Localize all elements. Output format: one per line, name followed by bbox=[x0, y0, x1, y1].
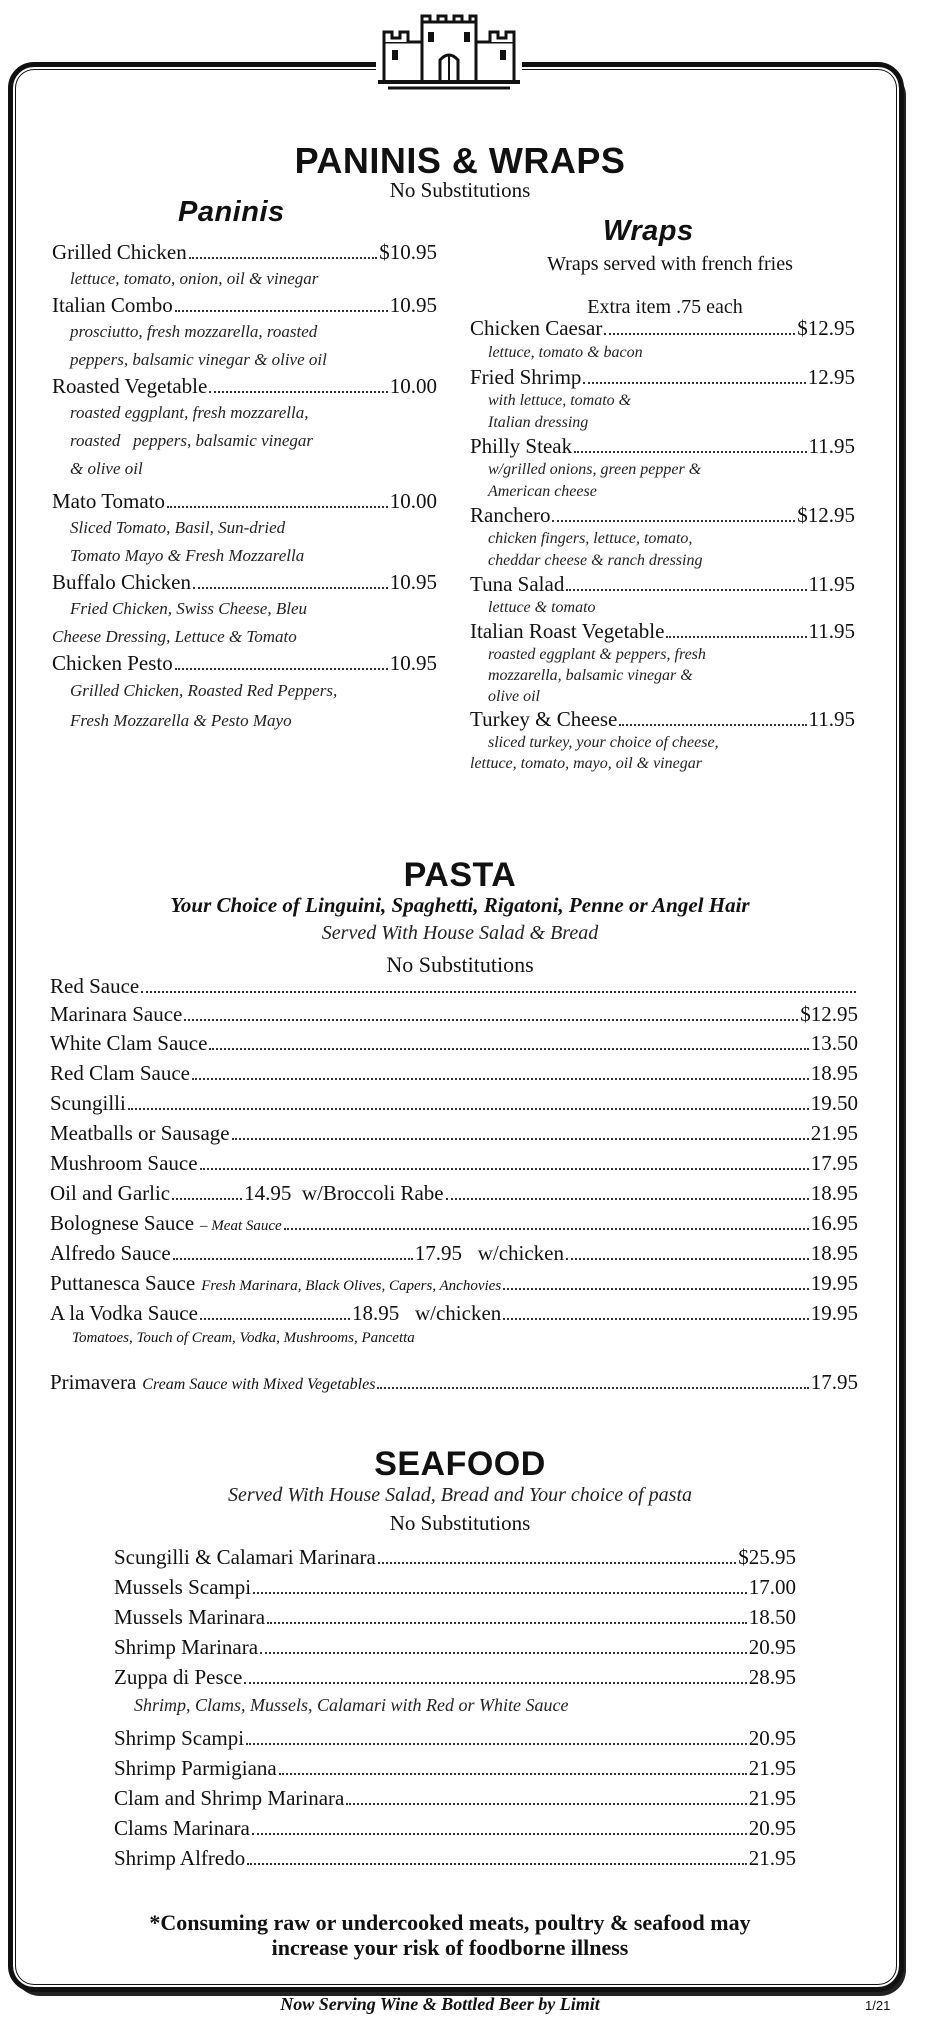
seafood-price: 20.95 bbox=[748, 1635, 796, 1659]
wrap-name: Fried Shrimp bbox=[470, 365, 582, 389]
pasta-name: White Clam Sauce bbox=[50, 1031, 208, 1055]
wrap-name: Italian Roast Vegetable bbox=[470, 619, 665, 643]
leader-dots bbox=[209, 1048, 808, 1050]
pasta-item bbox=[50, 1061, 858, 1086]
leader-dots bbox=[566, 1258, 809, 1260]
seafood-item bbox=[114, 1635, 796, 1660]
seafood-name: Clam and Shrimp Marinara bbox=[114, 1786, 345, 1810]
pasta-mid: 18.95 w/chicken bbox=[351, 1301, 502, 1325]
pasta-item bbox=[50, 1031, 858, 1056]
leader-dots bbox=[377, 1387, 808, 1389]
leader-dots bbox=[666, 636, 806, 638]
leader-dots bbox=[260, 1652, 747, 1654]
wrap-price: 11.95 bbox=[808, 434, 855, 458]
leader-dots bbox=[252, 1833, 747, 1835]
seafood-name: Zuppa di Pesce bbox=[114, 1665, 243, 1689]
panini-item bbox=[52, 374, 437, 483]
pasta-price: 16.95 bbox=[810, 1211, 858, 1235]
panini-desc: peppers, balsamic vinegar & olive oil bbox=[70, 350, 327, 369]
panini-name: Italian Combo bbox=[52, 293, 173, 317]
pasta-item bbox=[50, 1181, 858, 1206]
pasta-item bbox=[50, 1301, 858, 1326]
paninis-list bbox=[52, 240, 437, 736]
wrap-desc: Italian dressing bbox=[488, 414, 589, 431]
allergy-warning bbox=[30, 1910, 870, 1960]
seafood-name: Shrimp Scampi bbox=[114, 1726, 245, 1750]
leader-dots bbox=[346, 1803, 746, 1805]
wrap-item bbox=[470, 503, 855, 572]
wrap-price: $12.95 bbox=[797, 316, 855, 340]
pasta-price: $12.95 bbox=[800, 1002, 858, 1026]
panini-item bbox=[52, 293, 437, 374]
pasta-price: 21.95 bbox=[810, 1121, 858, 1145]
seafood-name: Shrimp Marinara bbox=[114, 1635, 259, 1659]
seafood-item bbox=[114, 1665, 796, 1690]
wrap-desc: mozzarella, balsamic vinegar & bbox=[488, 667, 693, 684]
warning-line: *Consuming raw or undercooked meats, poultry & seafood may bbox=[149, 1910, 751, 1935]
wrap-desc: chicken fingers, lettuce, tomato, bbox=[488, 530, 693, 547]
panini-name: Buffalo Chicken bbox=[52, 570, 192, 594]
leader-dots bbox=[566, 589, 806, 591]
pasta-item bbox=[50, 1211, 858, 1236]
leader-dots bbox=[173, 1258, 413, 1260]
seafood-price: 21.95 bbox=[748, 1786, 796, 1810]
pasta-price: 19.50 bbox=[810, 1091, 858, 1115]
leader-dots bbox=[184, 1019, 798, 1021]
pasta-item bbox=[50, 1121, 858, 1146]
pasta-price: 18.95 bbox=[810, 1241, 858, 1265]
leader-dots bbox=[192, 1078, 809, 1080]
seafood-item bbox=[114, 1756, 796, 1781]
panini-item bbox=[52, 240, 437, 293]
wrap-desc: w/grilled onions, green pepper & bbox=[488, 461, 702, 478]
wrap-desc: lettuce, tomato & bacon bbox=[488, 344, 643, 361]
wrap-desc: with lettuce, tomato & bbox=[488, 392, 632, 409]
pasta-note-inline: Cream Sauce with Mixed Vegetables bbox=[142, 1376, 376, 1393]
panini-desc: Cheese Dressing, Lettuce & Tomato bbox=[52, 627, 297, 646]
seafood-served: Served With House Salad, Bread and Your choice of pasta bbox=[227, 1484, 693, 1506]
leader-dots bbox=[604, 333, 795, 335]
seafood-name: Clams Marinara bbox=[114, 1816, 250, 1840]
pasta-name: Primavera bbox=[50, 1370, 137, 1394]
seafood-item bbox=[114, 1846, 796, 1871]
wraps-list bbox=[470, 316, 855, 774]
leader-dots bbox=[167, 506, 388, 508]
panini-price: 10.95 bbox=[389, 651, 437, 675]
wrap-name: Ranchero bbox=[470, 503, 551, 527]
panini-desc: roasted peppers, balsamic vinegar bbox=[70, 431, 314, 450]
leader-dots bbox=[446, 1198, 809, 1200]
panini-item bbox=[52, 489, 437, 570]
pasta-price: 19.95 bbox=[810, 1271, 858, 1295]
seafood-price: 20.95 bbox=[748, 1816, 796, 1840]
seafood-price: 28.95 bbox=[748, 1665, 796, 1689]
pasta-item bbox=[50, 974, 858, 999]
seafood-price: 20.95 bbox=[748, 1726, 796, 1750]
seafood-item bbox=[114, 1575, 796, 1600]
panini-desc: Sliced Tomato, Basil, Sun-dried bbox=[70, 518, 286, 537]
leader-dots bbox=[232, 1138, 809, 1140]
pasta-note-inline: – Meat Sauce bbox=[200, 1218, 282, 1234]
seafood-name: Shrimp Parmigiana bbox=[114, 1756, 277, 1780]
wrap-item bbox=[470, 316, 855, 365]
leader-dots bbox=[378, 1562, 736, 1564]
leader-dots bbox=[284, 1228, 809, 1230]
seafood-item bbox=[114, 1726, 796, 1751]
pasta-price: 17.95 bbox=[810, 1151, 858, 1175]
wrap-name: Tuna Salad bbox=[470, 572, 565, 596]
leader-dots bbox=[552, 520, 795, 522]
paninis-wraps-title: PANINIS & WRAPS bbox=[294, 140, 626, 181]
pasta-item bbox=[50, 1241, 858, 1266]
pasta-name: Meatballs or Sausage bbox=[50, 1121, 230, 1145]
seafood-item bbox=[114, 1786, 796, 1811]
pasta-item bbox=[50, 1002, 858, 1027]
wrap-item bbox=[470, 707, 855, 774]
zuppa-desc: Shrimp, Clams, Mussels, Calamari with Red or White Sauce bbox=[134, 1695, 569, 1715]
panini-price: 10.00 bbox=[389, 374, 437, 398]
wrap-price: 11.95 bbox=[808, 619, 855, 643]
panini-price: 10.95 bbox=[389, 293, 437, 317]
pasta-price: 19.95 bbox=[810, 1301, 858, 1325]
panini-name: Grilled Chicken bbox=[52, 240, 187, 264]
wrap-price: 12.95 bbox=[807, 365, 855, 389]
pasta-name: Scungilli bbox=[50, 1091, 126, 1115]
pasta-subtitle: Your Choice of Linguini, Spaghetti, Rigatoni, Penne or Angel Hair bbox=[170, 893, 750, 917]
pasta-item bbox=[50, 1271, 858, 1296]
pasta-note-inline: Fresh Marinara, Black Olives, Capers, Anchovies bbox=[201, 1278, 502, 1294]
leader-dots bbox=[247, 1863, 747, 1865]
leader-dots bbox=[244, 1682, 746, 1684]
leader-dots bbox=[619, 724, 806, 726]
leader-dots bbox=[503, 1318, 808, 1320]
panini-desc: Grilled Chicken, Roasted Red Peppers, bbox=[70, 681, 338, 700]
seafood-item bbox=[114, 1605, 796, 1630]
wrap-desc: roasted eggplant & peppers, fresh bbox=[488, 646, 706, 663]
leader-dots bbox=[246, 1743, 747, 1745]
leader-dots bbox=[175, 668, 388, 670]
wraps-heading: Wraps bbox=[603, 215, 694, 247]
wrap-price: 11.95 bbox=[808, 572, 855, 596]
wrap-name: Turkey & Cheese bbox=[470, 707, 618, 731]
pasta-name: Alfredo Sauce bbox=[50, 1241, 171, 1265]
leader-dots bbox=[209, 391, 387, 393]
vodka-desc: Tomatoes, Touch of Cream, Vodka, Mushrooms, Pancetta bbox=[72, 1330, 415, 1346]
wrap-desc: American cheese bbox=[488, 483, 597, 500]
seafood-name: Shrimp Alfredo bbox=[114, 1846, 246, 1870]
leader-dots bbox=[172, 1198, 242, 1200]
pasta-served: Served With House Salad & Bread bbox=[321, 922, 599, 944]
pasta-name: Mushroom Sauce bbox=[50, 1151, 198, 1175]
pasta-name: Puttanesca Sauce bbox=[50, 1271, 196, 1295]
wrap-desc: lettuce, tomato, mayo, oil & vinegar bbox=[470, 755, 702, 772]
panini-price: 10.00 bbox=[389, 489, 437, 513]
pasta-name: Oil and Garlic bbox=[50, 1181, 171, 1205]
seafood-item bbox=[114, 1816, 796, 1841]
pasta-name: Bolognese Sauce bbox=[50, 1211, 195, 1235]
footer-code: 1/21 bbox=[865, 1998, 891, 2013]
panini-desc: Fried Chicken, Swiss Cheese, Bleu bbox=[70, 599, 308, 618]
wrap-name: Chicken Caesar bbox=[470, 316, 603, 340]
seafood-price: $25.95 bbox=[738, 1545, 796, 1569]
pasta-price: 18.95 bbox=[810, 1181, 858, 1205]
pasta-title: PASTA bbox=[403, 856, 517, 894]
leader-dots bbox=[200, 1318, 350, 1320]
panini-desc: roasted eggplant, fresh mozzarella, bbox=[70, 403, 309, 422]
seafood-price: 21.95 bbox=[748, 1846, 796, 1870]
panini-name: Chicken Pesto bbox=[52, 651, 173, 675]
seafood-title: SEAFOOD bbox=[374, 1445, 546, 1483]
panini-desc: Fresh Mozzarella & Pesto Mayo bbox=[70, 711, 292, 730]
pasta-item bbox=[50, 1370, 858, 1395]
seafood-price: 21.95 bbox=[748, 1756, 796, 1780]
leader-dots bbox=[583, 382, 805, 384]
pasta-mid: 14.95 w/Broccoli Rabe bbox=[244, 1181, 444, 1205]
leader-dots bbox=[503, 1288, 809, 1290]
paninis-heading: Paninis bbox=[178, 196, 285, 228]
seafood-item bbox=[114, 1545, 796, 1570]
panini-item bbox=[52, 651, 437, 736]
panini-desc: lettuce, tomato, onion, oil & vinegar bbox=[70, 269, 319, 288]
leader-dots bbox=[141, 991, 856, 993]
leader-dots bbox=[200, 1168, 809, 1170]
wraps-note: Wraps served with french fries bbox=[547, 253, 793, 275]
panini-name: Roasted Vegetable bbox=[52, 374, 208, 398]
wrap-item bbox=[470, 365, 855, 434]
wrap-name: Philly Steak bbox=[470, 434, 573, 458]
leader-dots bbox=[279, 1773, 747, 1775]
leader-dots bbox=[128, 1108, 809, 1110]
wrap-desc: lettuce & tomato bbox=[488, 599, 596, 616]
footer-notice: Now Serving Wine & Bottled Beer by Limit bbox=[280, 1994, 600, 2014]
panini-desc: prosciutto, fresh mozzarella, roasted bbox=[70, 322, 318, 341]
wrap-desc: sliced turkey, your choice of cheese, bbox=[488, 734, 719, 751]
seafood-name: Mussels Scampi bbox=[114, 1575, 252, 1599]
wrap-desc: cheddar cheese & ranch dressing bbox=[488, 552, 703, 569]
wrap-desc: olive oil bbox=[488, 688, 540, 705]
pasta-price: 17.95 bbox=[810, 1370, 858, 1394]
seafood-price: 18.50 bbox=[748, 1605, 796, 1629]
panini-price: 10.95 bbox=[389, 570, 437, 594]
leader-dots bbox=[175, 310, 388, 312]
leader-dots bbox=[193, 587, 388, 589]
wrap-item bbox=[470, 619, 855, 707]
pasta-name: Red Clam Sauce bbox=[50, 1061, 190, 1085]
pasta-note: No Substitutions bbox=[386, 952, 534, 977]
wrap-price: $12.95 bbox=[797, 503, 855, 527]
warning-line: increase your risk of foodborne illness bbox=[271, 1935, 629, 1960]
leader-dots bbox=[267, 1622, 747, 1624]
seafood-note: No Substitutions bbox=[389, 1511, 531, 1535]
pasta-name: A la Vodka Sauce bbox=[50, 1301, 198, 1325]
panini-price: $10.95 bbox=[379, 240, 437, 264]
leader-dots bbox=[253, 1592, 747, 1594]
paninis-wraps-note: No Substitutions bbox=[389, 178, 531, 202]
leader-dots bbox=[189, 257, 378, 259]
pasta-price: 13.50 bbox=[810, 1031, 858, 1055]
wrap-price: 11.95 bbox=[808, 707, 855, 731]
pasta-mid: 17.95 w/chicken bbox=[414, 1241, 564, 1265]
pasta-name: Red Sauce bbox=[50, 974, 140, 998]
leader-dots bbox=[574, 451, 806, 453]
castle-logo bbox=[376, 14, 522, 94]
seafood-price: 17.00 bbox=[748, 1575, 796, 1599]
wraps-extra: Extra item .75 each bbox=[587, 296, 743, 318]
pasta-item bbox=[50, 1151, 858, 1176]
seafood-name: Mussels Marinara bbox=[114, 1605, 266, 1629]
panini-desc: Tomato Mayo & Fresh Mozzarella bbox=[70, 546, 305, 565]
pasta-name: Marinara Sauce bbox=[50, 1002, 183, 1026]
panini-name: Mato Tomato bbox=[52, 489, 166, 513]
wrap-item bbox=[470, 572, 855, 619]
panini-desc: & olive oil bbox=[70, 459, 143, 478]
wrap-item bbox=[470, 434, 855, 503]
panini-item bbox=[52, 570, 437, 651]
pasta-item bbox=[50, 1091, 858, 1116]
seafood-name: Scungilli & Calamari Marinara bbox=[114, 1545, 376, 1569]
pasta-price: 18.95 bbox=[810, 1061, 858, 1085]
